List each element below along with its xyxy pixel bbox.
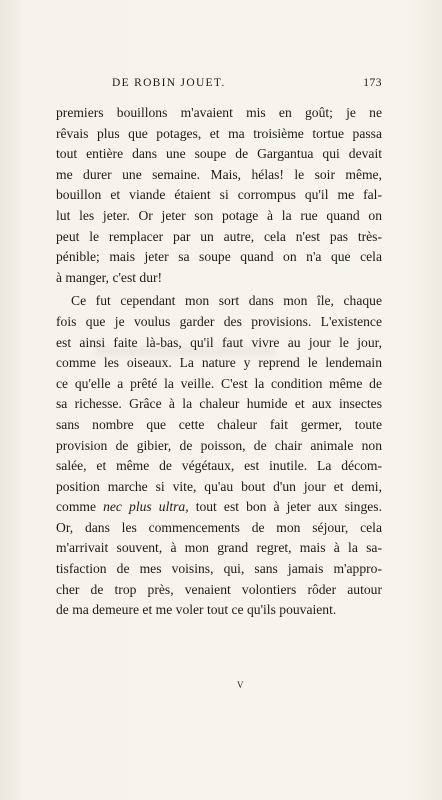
text-run: comme [56,499,97,515]
text-line: lut les jeter. Or jeter son potage à la rue quand on [56,207,382,223]
text-line: sa richesse. Grâce à la chaleur humide et aux insectes [56,396,382,412]
page-number: 173 [363,77,382,89]
text-line: premiers bouillons m'avaient mis en goût; je ne [56,105,382,120]
text-line: comme les oiseaux. La nature y reprend le lendemain [56,355,382,371]
text-line: provision de gibier, de poisson, de chair animale non [56,437,382,453]
text-line: m'arrivait souvent, à mon grand regret, mais à la sa- [56,540,382,556]
text-line: bouillon et viande étaient si corrompus qu'il me fal- [56,187,382,203]
text-line: de ma demeure et me voler tout ce qu'ils pouvaient. [56,602,337,618]
text-line: Ce fut cependant mon sort dans mon île, chaque [71,293,382,309]
text-line: sans nombre que cette chaleur fait germer, toute [56,416,382,432]
text-line: pénible; mais jeter sa soupe quand on n'a que cela [56,249,382,265]
text-run: tout est bon à jeter aux singes. [195,499,382,515]
text-line: tout entière dans une soupe de Gargantua qui devait [56,146,382,162]
signature-mark: V [237,680,244,690]
running-head: DE ROBIN JOUET. [112,77,226,89]
text-line: salée, et même de végétaux, est inutile. La décom- [56,458,382,474]
italic-phrase: nec plus ultra, [103,499,189,515]
text-line: à manger, c'est dur! [56,269,163,285]
text-line: position marche si vite, qu'au bout d'un jour et demi, [56,478,382,494]
text-line: me durer une semaine. Mais, hélas! le soir même, [56,166,382,182]
text-line: ce qu'elle a prêté la veille. C'est la condition même de [56,375,382,391]
body-text [56,103,382,621]
text-line: tisfaction de mes voisins, qui, sans jamais m'appro- [56,561,382,577]
text-line: fois que je voulus garder des provisions. L'existence [56,313,382,329]
text-line: Or, dans les commencements de mon séjour, cela [56,519,382,535]
text-line: cher de trop près, venaient volontiers rôder autour [56,581,382,597]
page-header [112,77,382,93]
text-line-with-italic [56,497,382,518]
text-line: peut le remplacer par un autre, cela n'est pas très- [56,228,382,244]
text-line: rêvais plus que potages, et ma troisième tortue passa [56,125,382,141]
text-line: est ainsi faite là-bas, qu'il faut vivre au jour le jour, [56,334,382,350]
